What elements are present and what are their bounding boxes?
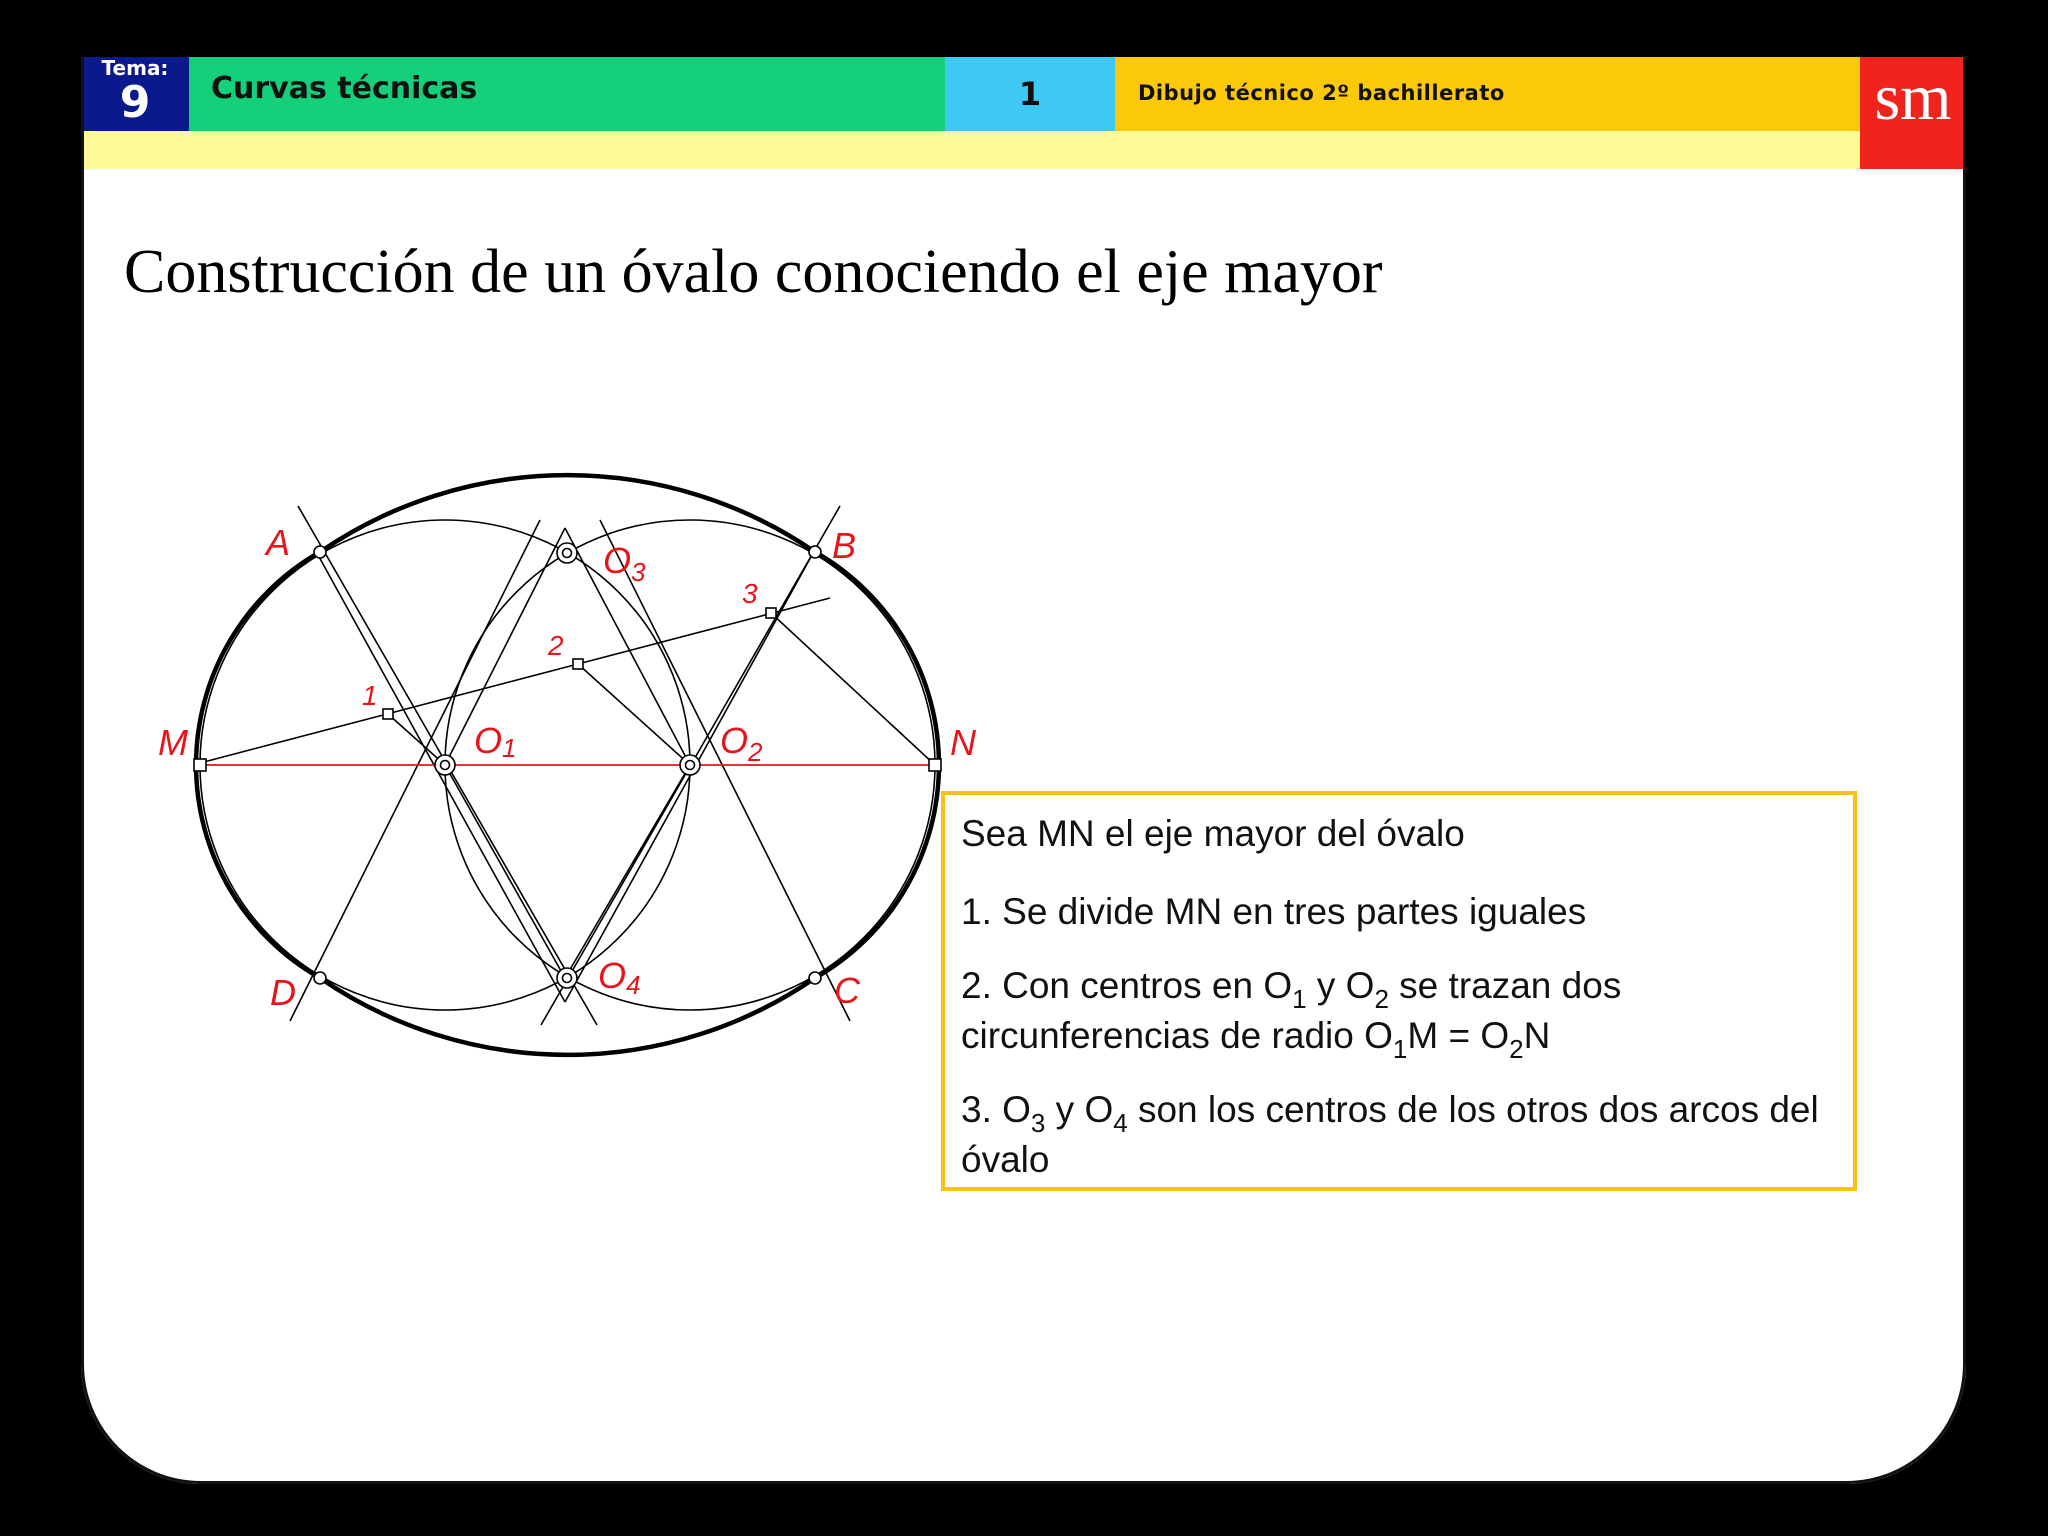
label-div-2: 2 — [548, 630, 564, 661]
parallel-2 — [578, 664, 690, 765]
label-a: A — [266, 522, 291, 563]
topic-number: 9 — [119, 77, 151, 128]
point-b — [809, 546, 821, 558]
label-o4: O — [598, 955, 627, 996]
label-d: D — [270, 972, 296, 1013]
line-o4-o2 — [565, 765, 690, 978]
step-1: 1. Se divide MN en tres partes iguales — [961, 891, 1587, 932]
point-a — [314, 546, 326, 558]
line-o4-b — [565, 555, 812, 1002]
label-o2-sub: 2 — [748, 737, 763, 767]
label-o1: O — [474, 720, 503, 761]
step-2 — [961, 961, 1837, 1064]
label-o2: O — [720, 720, 749, 761]
step-2-s3: 1 — [1392, 1034, 1408, 1064]
page-number: 1 — [1018, 75, 1042, 113]
step-3-s1: 3 — [1030, 1108, 1046, 1138]
point-div-2 — [573, 659, 583, 669]
label-o4-sub: 4 — [626, 970, 641, 1000]
section-title: Curvas técnicas — [211, 71, 478, 106]
point-d — [314, 972, 326, 984]
label-o1-sub: 1 — [502, 733, 517, 763]
label-o3: O — [603, 540, 632, 581]
label-b: B — [832, 525, 857, 566]
intro-text: Sea MN el eje mayor del óvalo — [961, 813, 1465, 854]
topic-label: Tema: — [101, 57, 169, 80]
line-o3-o1 — [445, 528, 565, 765]
step-3-a: 3. O — [961, 1089, 1031, 1130]
line-o3-c — [600, 520, 850, 1021]
line-o3-d — [290, 520, 540, 1021]
step-3-b: y O — [1045, 1089, 1114, 1130]
label-n: N — [950, 722, 976, 763]
line-o4-o1 — [445, 765, 565, 978]
parallel-3 — [771, 613, 935, 765]
logo-text: sm — [1874, 61, 1952, 134]
label-div-1: 1 — [362, 680, 378, 711]
step-2-d: M = O — [1407, 1015, 1510, 1056]
page-title: Construcción de un óvalo conociendo el eje mayor — [124, 238, 1383, 306]
step-3-s2: 4 — [1113, 1108, 1128, 1138]
step-2-a: 2. Con centros en O — [961, 965, 1293, 1006]
step-3-c: son los centros de los otros dos arcos del óvalo — [961, 1089, 1819, 1180]
step-2-s1: 1 — [1292, 984, 1307, 1014]
step-2-s2: 2 — [1374, 984, 1389, 1014]
step-2-b: y O — [1306, 965, 1375, 1006]
point-m — [194, 759, 206, 771]
label-div-3: 3 — [742, 578, 758, 609]
center-o4-inner — [563, 974, 572, 983]
label-c: C — [834, 970, 860, 1011]
instructions-box — [941, 791, 1857, 1191]
parallel-1 — [388, 714, 445, 765]
step-2-e: N — [1523, 1015, 1551, 1056]
line-o4-a — [318, 555, 565, 1002]
point-div-1 — [383, 709, 393, 719]
step-3 — [961, 1085, 1837, 1185]
point-div-3 — [766, 608, 776, 618]
step-2-c: se trazan dos circunferencias de radio O — [961, 965, 1622, 1056]
label-o3-sub: 3 — [631, 557, 646, 587]
step-2-s4: 2 — [1509, 1034, 1524, 1064]
center-o1-inner — [441, 761, 450, 770]
label-m: M — [158, 722, 188, 763]
point-c — [809, 972, 821, 984]
center-o3-inner — [563, 549, 572, 558]
point-n — [929, 759, 941, 771]
center-o2-inner — [686, 761, 695, 770]
course-title: Dibujo técnico 2º bachillerato — [1138, 81, 1505, 105]
